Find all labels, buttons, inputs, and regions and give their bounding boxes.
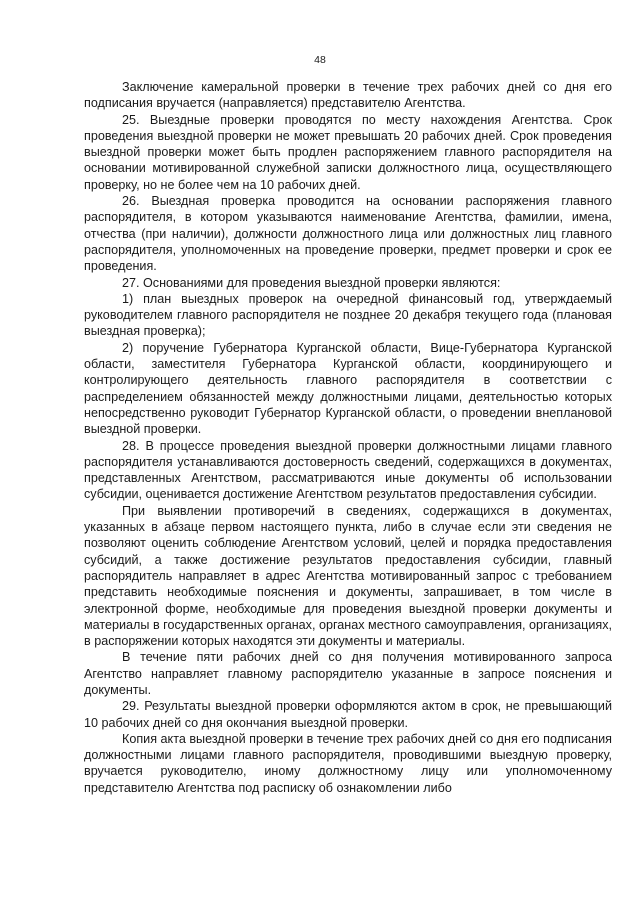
paragraph-27-item-2: 2) поручение Губернатора Курганской области, Вице-Губернатора Курганской области, заместителя Губернатора Курганской области, координирующего и контролирующего деятельность главного распорядителя в соответствии с распределением обязанностей между должностными лицами, деятельностью которых непосредственно руководит Губернатор Курганской области, о проведении внеплановой выездной проверки. <box>84 340 612 437</box>
document-body <box>84 79 612 796</box>
paragraph-27-item-1: 1) план выездных проверок на очередной финансовый год, утверждаемый руководителем главного распорядителя не позднее 20 декабря текущего года (плановая выездная проверка); <box>84 291 612 339</box>
paragraph-conclusion-delivery: Заключение камеральной проверки в течение трех рабочих дней со дня его подписания вручается (направляется) представителю Агентства. <box>84 80 612 111</box>
paragraph-25: 25. Выездные проверки проводятся по месту нахождения Агентства. Срок проведения выездной проверки не может превышать 20 рабочих дней. Срок проведения выездной проверки может быть продлен распоряжением главного распорядителя на основании мотивированной служебной записки должностного лица, осуществляющего проверку, но не более чем на 10 рабочих дней. <box>84 112 612 192</box>
paragraph-27: 27. Основаниями для проведения выездной проверки являются: <box>122 275 501 290</box>
paragraph-28-contradictions: При выявлении противоречий в сведениях, содержащихся в документах, указанных в абзаце первом настоящего пункта, либо в случае если эти сведения не позволяют оценить соблюдение Агентством условий, целей и порядка предоставления субсидий, а также достижение результатов предоставления субсидии, главный распорядитель направляет в адрес Агентства мотивированный запрос с требованием представить необходимые пояснения и документы, запрашивает, в том числе в электронной форме, необходимые для проведения выездной проверки документы и материалы в государственных органах, органах местного самоуправления, организациях, в распоряжении которых находятся эти документы и материалы. <box>84 503 613 649</box>
page-number: 48 <box>314 54 326 66</box>
paragraph-28-response: В течение пяти рабочих дней со дня получения мотивированного запроса Агентство направляет главному распорядителю указанные в запросе пояснения и документы. <box>84 650 612 697</box>
paragraph-26: 26. Выездная проверка проводится на основании распоряжения главного распорядителя, в котором указываются наименование Агентства, фамилии, имена, отчества (при наличии), должности должностного лица или должностных лиц главного распорядителя, уполномоченных на проведение проверки, предмет проверки и срок ее проведения. <box>84 194 612 274</box>
paragraph-29-act-copy: Копия акта выездной проверки в течение трех рабочих дней со дня его подписания должностными лицами главного распорядителя, проводившими выездную проверку, вручается руководителю, иному должностному лицу или уполномоченному представителю Агентства под расписку об ознакомлении либо <box>84 731 612 795</box>
paragraph-28: 28. В процессе проведения выездной проверки должностными лицами главного распорядителя устанавливаются достоверность сведений, содержащихся в документах, представленных Агентством, рассматриваются иные документы об использовании субсидии, оценивается достижение Агентством результатов предоставления субсидии. <box>84 438 612 502</box>
paragraph-29: 29. Результаты выездной проверки оформляются актом в срок, не превышающий 10 рабочих дней со дня окончания выездной проверки. <box>84 699 612 730</box>
